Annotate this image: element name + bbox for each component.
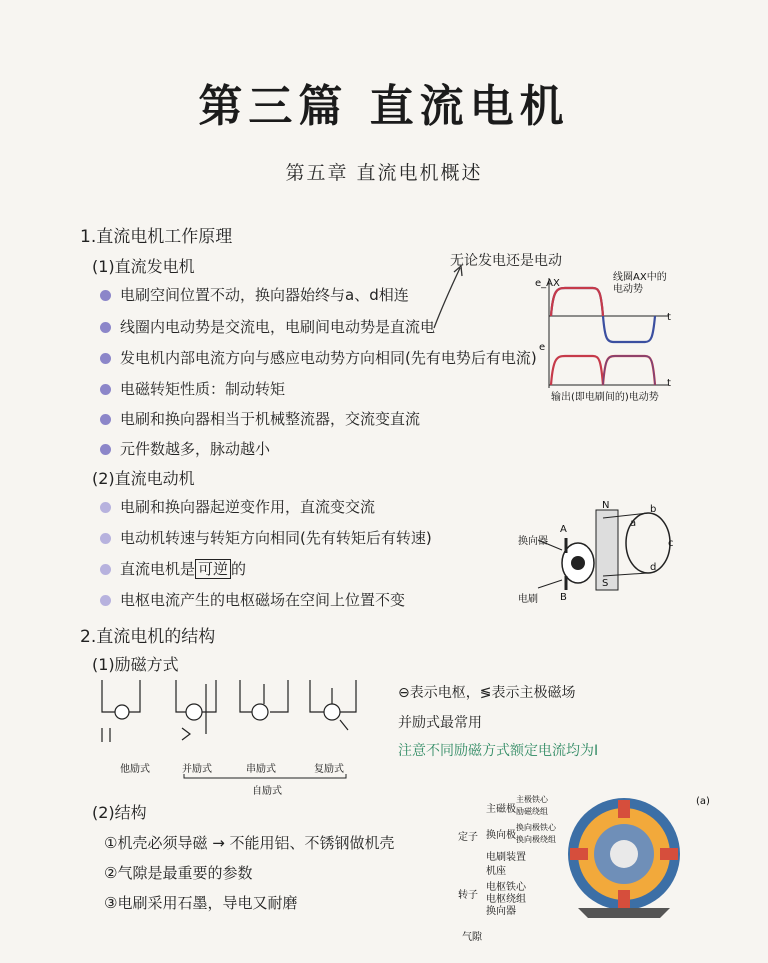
list-item: 电刷空间位置不动，换向器始终与a、d相连 [100, 284, 409, 305]
t-label: t [667, 378, 671, 389]
self-excited-label: 自励式 [252, 786, 282, 797]
bullet-icon [100, 533, 111, 544]
brush-label: 电刷 [518, 594, 538, 605]
list-item: 电刷和换向器相当于机械整流器，交流变直流 [100, 408, 420, 429]
top-axis-label: e_AX [535, 278, 560, 289]
commutator-label: 换向器 [518, 536, 548, 547]
part-label: 主极铁心 [516, 795, 548, 804]
bullet-icon [100, 353, 111, 364]
boxed-word: 可逆 [195, 559, 231, 579]
label-c: c [668, 538, 674, 549]
part-label: 电刷装置 [486, 852, 526, 863]
label-d: d [650, 562, 657, 573]
note-symbols: ⊖表示电枢，≶表示主极磁场 [398, 685, 576, 701]
part-label: 换向器 [486, 906, 516, 917]
list-item: 直流电机是 可逆 的 [100, 558, 246, 579]
section2-heading: 2.直流电机的结构 [80, 627, 216, 647]
excitation-heading: (1)励磁方式 [92, 655, 179, 674]
circuit-label: 复励式 [314, 764, 344, 775]
generator-heading: (1)直流发电机 [92, 257, 195, 276]
rotor-label: 转子 [458, 890, 478, 901]
bullet-icon [100, 290, 111, 301]
section1-heading: 1.直流电机工作原理 [80, 227, 233, 247]
list-item: 线圈内电动势是交流电，电刷间电动势是直流电 [100, 316, 435, 337]
bullet-icon [100, 502, 111, 513]
circuit-label: 并励式 [182, 764, 212, 775]
part-label: 换向极 [486, 830, 516, 841]
chapter-title: 第五章 直流电机概述 [285, 162, 483, 184]
waveform-figure [535, 270, 675, 403]
top-wave-label: 线圈AX中的电动势 [613, 272, 667, 295]
motor-figure [518, 498, 678, 608]
list-item: ②气隙是最重要的参数 [104, 864, 253, 882]
note-common: 并励式最常用 [398, 715, 482, 731]
list-item: ③电刷采用石墨，导电又耐磨 [104, 894, 298, 912]
circuit-label: 他励式 [120, 764, 150, 775]
bottom-wave-label: 输出(即电刷间的)电动势 [551, 392, 659, 403]
bullet-icon [100, 384, 111, 395]
label-a-small: a [630, 518, 637, 529]
part-label: 机座 [486, 866, 506, 877]
bullet-icon [100, 564, 111, 575]
machine-cross-section [560, 790, 690, 920]
figure-tag: (a) [696, 796, 710, 807]
bottom-axis-label: e [539, 342, 546, 353]
page-title: 第三篇 直流电机 [198, 81, 570, 132]
airgap-label: 气隙 [462, 932, 482, 943]
excitation-circuits [92, 676, 382, 756]
label-a: A [560, 524, 567, 535]
bullet-icon [100, 595, 111, 606]
t-label: t [667, 312, 671, 323]
part-label: 电枢绕组 [486, 894, 526, 905]
note-rated-current: 注意不同励磁方式额定电流均为I [398, 743, 599, 759]
list-item: 发电机内部电流方向与感应电动势方向相同(先有电势后有电流) [100, 347, 537, 368]
label-b: B [560, 592, 567, 603]
list-item: ①机壳必须导磁 → 不能用铝、不锈钢做机壳 [104, 834, 395, 852]
group-bracket-icon [180, 772, 350, 782]
motor-heading: (2)直流电动机 [92, 469, 195, 488]
part-label: 主磁极 [486, 804, 516, 815]
part-label: 电枢铁心 [486, 882, 526, 893]
label-n: N [602, 500, 610, 511]
list-item: 电动机转速与转矩方向相同(先有转矩后有转速) [100, 527, 432, 548]
part-label: 励磁绕组 [516, 807, 548, 816]
annotation-arrow-icon [430, 262, 470, 332]
bullet-icon [100, 414, 111, 425]
list-item: 电枢电流产生的电枢磁场在空间上位置不变 [100, 589, 405, 610]
list-item: 电刷和换向器起逆变作用，直流变交流 [100, 496, 375, 517]
part-label: 换向极铁心 [516, 823, 556, 832]
structure-heading: (2)结构 [92, 803, 147, 822]
bullet-icon [100, 444, 111, 455]
stator-label: 定子 [458, 832, 478, 843]
annotation: 无论发电还是电动 [450, 253, 562, 269]
list-item: 元件数越多，脉动越小 [100, 438, 270, 459]
label-b-small: b [650, 504, 657, 515]
part-label: 换向极绕组 [516, 835, 556, 844]
circuit-label: 串励式 [246, 764, 276, 775]
bullet-icon [100, 322, 111, 333]
list-item: 电磁转矩性质：制动转矩 [100, 378, 285, 399]
label-s: S [602, 578, 609, 589]
structure-figure [458, 790, 758, 943]
